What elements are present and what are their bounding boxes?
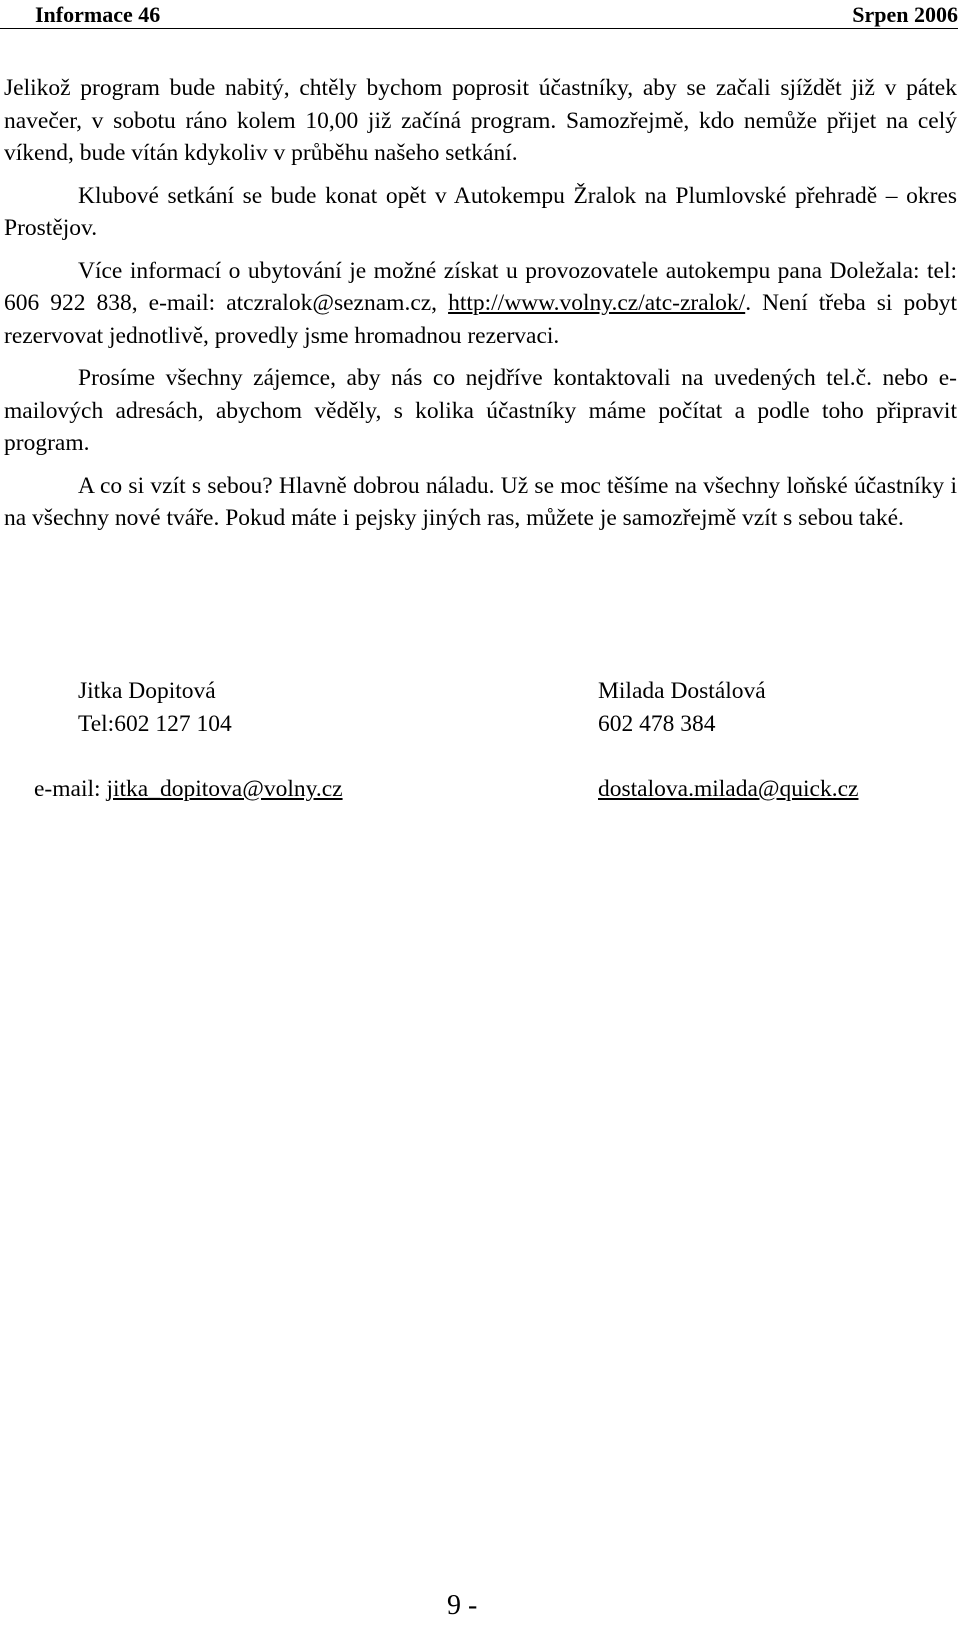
paragraph-what-to-bring: A co si vzít s sebou? Hlavně dobrou náladu. Už se moc těšíme na všechny loňské účastníky i na všechny nové tváře. Pokud máte i pejsky jiných ras, můžete je samozřejmě vzít s sebou také. [4,472,957,531]
header-issue: Informace 46 [35,2,161,27]
email-link-dostalova[interactable]: dostalova.milada@quick.cz [598,776,859,802]
signature-left-tel: Tel:602 127 104 [78,711,232,737]
email-prefix: e-mail: [34,776,107,802]
accommodation-text-end: . Není třeba si pobyt rezervovat jednotlivě, provedly jsme hromadnou rezervaci. [4,290,957,349]
accommodation-text: Více informací o ubytování je možné získat u provozovatele autokempu pana Doležala: tel: 606 922 838, e-mail: atczralok@seznam.cz, [4,257,957,316]
page-header [0,0,958,29]
signature-right-email-row [598,773,858,805]
paragraph-contact-request: Prosíme všechny zájemce, aby nás co nejdříve kontaktovali na uvedených tel.č. nebo e-mailových adresách, abychom věděly, s kolika účastníky máme počítat a podle toho připravit program. [4,365,957,456]
email-link-dopitova[interactable]: jitka_dopitova@volny.cz [106,776,343,802]
camp-website-link[interactable]: http://www.volny.cz/atc-zralok/ [448,290,746,316]
signature-left-email-row [34,773,343,805]
paragraph-accommodation [4,255,957,353]
signature-right-name: Milada Dostálová [598,678,766,704]
article-body [4,72,957,545]
signature-right-tel: 602 478 384 [598,711,716,737]
paragraph-location: Klubové setkání se bude konat opět v Autokempu Žralok na Plumlovské přehradě – okres Prostějov. [4,182,957,241]
signature-left-name: Jitka Dopitová [78,678,216,704]
page-number: 9 - [447,1590,478,1621]
paragraph-arrival: Jelikož program bude nabitý, chtěly bychom poprosit účastníky, aby se začali sjíždět již v pátek navečer, v sobotu ráno kolem 10,00 již začíná program. Samozřejmě, kdo nemůže přijet na celý víkend, bude vítán kdykoliv v průběhu našeho setkání. [4,75,957,166]
header-date: Srpen 2006 [852,2,958,27]
